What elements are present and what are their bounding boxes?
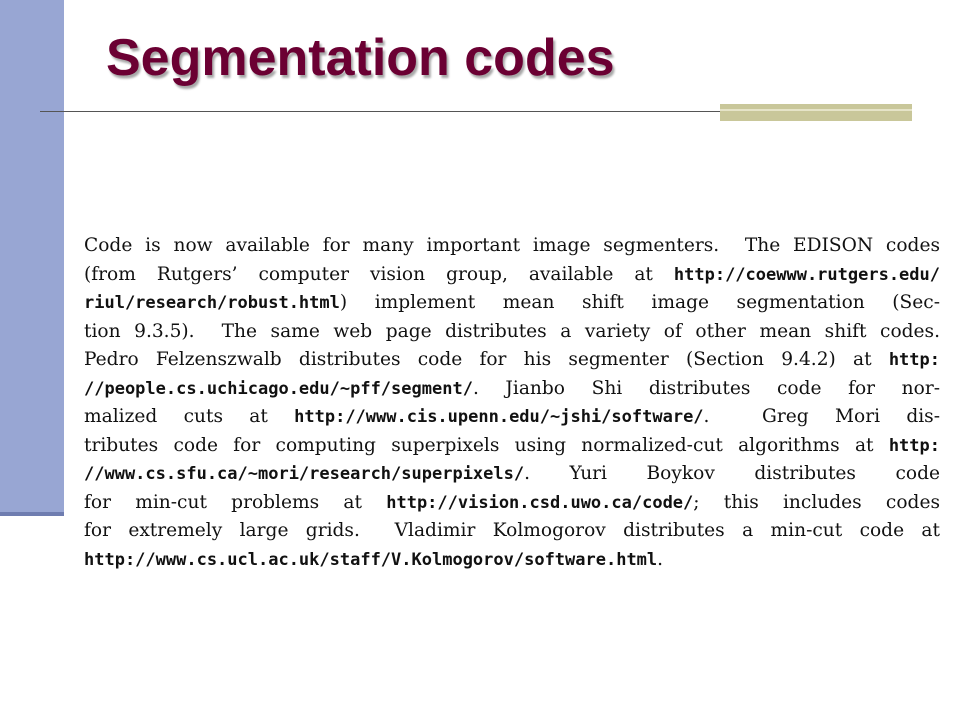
url-link[interactable]: http://www.cs.ucl.ac.uk/staff/V.Kolmogorov/software.html (84, 549, 658, 570)
text-line (84, 375, 940, 404)
text-line (84, 232, 940, 261)
url-link[interactable]: http://coewww.rutgers.edu/ (673, 264, 940, 285)
text-segment: . Jianbo Shi distributes code for nor- (472, 377, 940, 399)
paragraph-body (84, 232, 940, 574)
text-line (84, 289, 940, 318)
text-line (84, 460, 940, 489)
text-segment: (from Rutgers’ computer vision group, available at (84, 263, 674, 285)
text-line (84, 403, 940, 432)
url-link[interactable]: http: (888, 350, 940, 370)
text-line (84, 318, 940, 347)
text-segment: for extremely large grids. Vladimir Kolmogorov distributes a min-cut code at (84, 520, 940, 541)
text-segment: tributes code for computing superpixels using normalized-cut algorithms at (84, 434, 889, 456)
text-line (84, 546, 940, 575)
url-link[interactable]: http://vision.csd.uwo.ca/code/ (386, 492, 694, 513)
title-accent-bar (720, 104, 912, 121)
url-link[interactable]: riul/research/robust.html (84, 293, 340, 313)
url-link[interactable]: http: (888, 435, 940, 456)
text-segment: tion 9.3.5). The same web page distributes a variety of other mean shift codes. (84, 320, 940, 342)
text-segment: ; this includes codes (693, 491, 940, 513)
text-line (84, 432, 940, 461)
url-link[interactable]: //www.cs.sfu.ca/~mori/research/superpixels/ (84, 464, 525, 484)
url-link[interactable]: http://www.cis.upenn.edu/~jshi/software/ (294, 407, 704, 427)
text-segment: . Greg Mori dis- (703, 406, 940, 427)
text-segment: malized cuts at (84, 406, 295, 427)
text-segment: . (657, 548, 664, 570)
text-segment: . Yuri Boykov distributes code (524, 463, 940, 484)
text-segment: ) implement mean shift image segmentation (Sec- (339, 292, 940, 313)
text-segment: for min-cut problems at (84, 491, 387, 513)
text-line (84, 346, 940, 375)
text-line (84, 517, 940, 546)
left-accent-bar (0, 0, 64, 516)
text-segment: Pedro Felzenszwalb distributes code for his segmenter (Section 9.4.2) at (84, 349, 889, 370)
url-link[interactable]: //people.cs.uchicago.edu/~pff/segment/ (84, 378, 473, 399)
slide-title: Segmentation codes (106, 29, 615, 87)
text-line (84, 261, 940, 290)
text-segment: Code is now available for many important image segmenters. The EDISON codes (84, 235, 940, 256)
text-line (84, 489, 940, 518)
